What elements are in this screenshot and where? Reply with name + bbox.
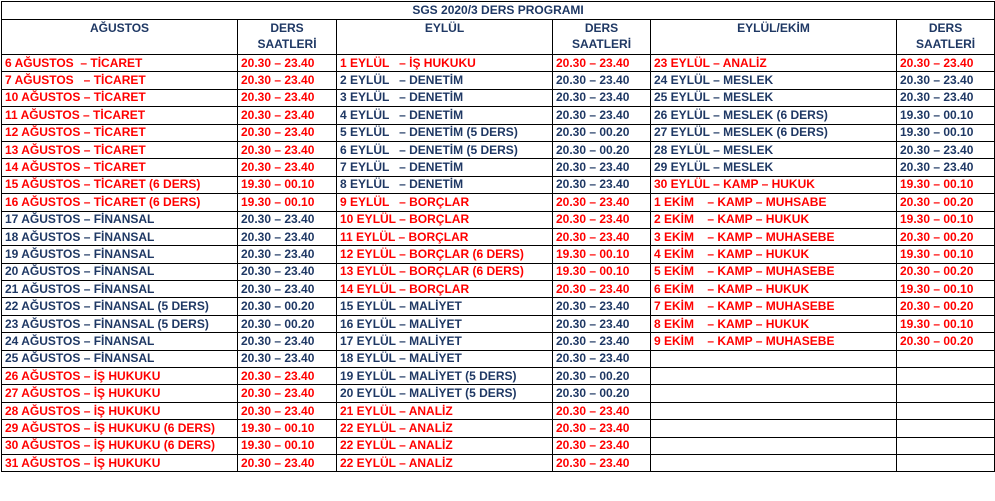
september-hours-cell: 19.30 – 00.10 <box>553 263 651 280</box>
sep-oct-lesson-cell: 23 EYLÜL – ANALİZ <box>651 55 897 72</box>
august-hours-cell: 20.30 – 00.20 <box>238 315 337 332</box>
september-lesson-cell: 12 EYLÜL – BORÇLAR (6 DERS) <box>337 246 553 263</box>
sep-oct-hours-cell: 20.30 – 00.20 <box>897 228 995 245</box>
sep-oct-lesson-cell: 1 EKİM – KAMP – MUHSABE <box>651 194 897 211</box>
august-lesson-cell: 10 AĞUSTOS – TİCARET <box>2 89 238 106</box>
sep-oct-hours-cell: 20.30 – 23.40 <box>897 55 995 72</box>
sep-oct-hours-cell <box>897 437 995 454</box>
august-lesson-cell: 15 AĞUSTOS – TİCARET (6 DERS) <box>2 176 238 193</box>
september-hours-cell: 20.30 – 00.20 <box>553 368 651 385</box>
august-hours-cell: 20.30 – 23.40 <box>238 55 337 72</box>
august-hours-cell: 20.30 – 23.40 <box>238 89 337 106</box>
september-lesson-cell: 20 EYLÜL – MALİYET (5 DERS) <box>337 385 553 402</box>
september-hours-cell: 20.30 – 00.20 <box>553 124 651 141</box>
august-hours-cell: 20.30 – 23.40 <box>238 159 337 176</box>
sep-oct-lesson-cell <box>651 437 897 454</box>
sep-oct-lesson-cell <box>651 420 897 437</box>
sep-oct-hours-cell: 20.30 – 23.40 <box>897 72 995 89</box>
sep-oct-hours-cell: 20.30 – 00.20 <box>897 298 995 315</box>
sep-oct-hours-cell <box>897 454 995 471</box>
sep-oct-lesson-cell: 26 EYLÜL – MESLEK (6 DERS) <box>651 107 897 124</box>
september-lesson-cell: 6 EYLÜL – DENETİM (5 DERS) <box>337 141 553 158</box>
september-lesson-cell: 5 EYLÜL – DENETİM (5 DERS) <box>337 124 553 141</box>
august-hours-cell: 19.30 – 00.10 <box>238 420 337 437</box>
table-row <box>2 194 995 211</box>
sep-oct-hours-cell: 20.30 – 23.40 <box>897 89 995 106</box>
september-hours-cell: 20.30 – 23.40 <box>553 281 651 298</box>
sep-oct-lesson-cell: 27 EYLÜL – MESLEK (6 DERS) <box>651 124 897 141</box>
sep-oct-lesson-cell <box>651 454 897 471</box>
september-lesson-cell: 2 EYLÜL – DENETİM <box>337 72 553 89</box>
september-lesson-cell: 10 EYLÜL – BORÇLAR <box>337 211 553 228</box>
sep-oct-lesson-cell: 8 EKİM – KAMP – HUKUK <box>651 315 897 332</box>
table-row <box>2 228 995 245</box>
table-row <box>2 420 995 437</box>
september-hours-cell: 20.30 – 23.40 <box>553 350 651 367</box>
august-lesson-cell: 19 AĞUSTOS – FİNANSAL <box>2 246 238 263</box>
september-lesson-cell: 1 EYLÜL – İŞ HUKUKU <box>337 55 553 72</box>
september-lesson-cell: 16 EYLÜL – MALİYET <box>337 315 553 332</box>
august-lesson-cell: 31 AĞUSTOS – İŞ HUKUKU <box>2 454 238 471</box>
august-lesson-cell: 18 AĞUSTOS – FİNANSAL <box>2 228 238 245</box>
table-row <box>2 159 995 176</box>
august-lesson-cell: 25 AĞUSTOS – FİNANSAL <box>2 350 238 367</box>
sep-oct-hours-cell: 19.30 – 00.10 <box>897 211 995 228</box>
sep-oct-hours-cell: 20.30 – 00.20 <box>897 194 995 211</box>
sep-oct-lesson-cell: 25 EYLÜL – MESLEK <box>651 89 897 106</box>
header-september-october: EYLÜL/EKİM <box>651 20 897 55</box>
september-hours-cell: 20.30 – 23.40 <box>553 211 651 228</box>
header-hours-2: DERS SAATLERİ <box>553 20 651 55</box>
september-hours-cell: 20.30 – 23.40 <box>553 333 651 350</box>
september-hours-cell: 20.30 – 23.40 <box>553 228 651 245</box>
august-hours-cell: 19.30 – 00.10 <box>238 437 337 454</box>
september-hours-cell: 20.30 – 23.40 <box>553 72 651 89</box>
table-row <box>2 107 995 124</box>
table-row <box>2 454 995 471</box>
september-hours-cell: 20.30 – 23.40 <box>553 298 651 315</box>
august-hours-cell: 20.30 – 23.40 <box>238 107 337 124</box>
september-hours-cell: 20.30 – 23.40 <box>553 107 651 124</box>
august-hours-cell: 20.30 – 23.40 <box>238 454 337 471</box>
august-hours-cell: 20.30 – 00.20 <box>238 298 337 315</box>
september-hours-cell: 19.30 – 00.10 <box>553 246 651 263</box>
august-lesson-cell: 13 AĞUSTOS – TİCARET <box>2 141 238 158</box>
august-lesson-cell: 20 AĞUSTOS – FİNANSAL <box>2 263 238 280</box>
september-hours-cell: 20.30 – 23.40 <box>553 194 651 211</box>
sep-oct-hours-cell <box>897 385 995 402</box>
sep-oct-lesson-cell: 4 EKİM – KAMP – HUKUK <box>651 246 897 263</box>
september-hours-cell: 20.30 – 23.40 <box>553 315 651 332</box>
august-lesson-cell: 7 AĞUSTOS – TİCARET <box>2 72 238 89</box>
sep-oct-lesson-cell: 5 EKİM – KAMP – MUHASEBE <box>651 263 897 280</box>
august-hours-cell: 20.30 – 23.40 <box>238 211 337 228</box>
sep-oct-hours-cell: 19.30 – 00.10 <box>897 124 995 141</box>
sep-oct-lesson-cell: 28 EYLÜL – MESLEK <box>651 141 897 158</box>
august-lesson-cell: 11 AĞUSTOS – TİCARET <box>2 107 238 124</box>
table-row <box>2 315 995 332</box>
header-august: AĞUSTOS <box>2 20 238 55</box>
sep-oct-lesson-cell: 9 EKİM – KAMP – MUHASEBE <box>651 333 897 350</box>
august-lesson-cell: 26 AĞUSTOS – İŞ HUKUKU <box>2 368 238 385</box>
september-hours-cell: 20.30 – 23.40 <box>553 454 651 471</box>
table-row <box>2 124 995 141</box>
sep-oct-lesson-cell: 30 EYLÜL – KAMP – HUKUK <box>651 176 897 193</box>
september-lesson-cell: 15 EYLÜL – MALİYET <box>337 298 553 315</box>
table-row <box>2 402 995 419</box>
september-hours-cell: 20.30 – 23.40 <box>553 402 651 419</box>
table-row <box>2 298 995 315</box>
september-hours-cell: 20.30 – 23.40 <box>553 89 651 106</box>
sep-oct-lesson-cell: 24 EYLÜL – MESLEK <box>651 72 897 89</box>
august-lesson-cell: 16 AĞUSTOS – TİCARET (6 DERS) <box>2 194 238 211</box>
august-hours-cell: 19.30 – 00.10 <box>238 176 337 193</box>
table-row <box>2 263 995 280</box>
table-row <box>2 176 995 193</box>
september-hours-cell: 20.30 – 00.20 <box>553 141 651 158</box>
august-lesson-cell: 29 AĞUSTOS – İŞ HUKUKU (6 DERS) <box>2 420 238 437</box>
august-lesson-cell: 14 AĞUSTOS – TİCARET <box>2 159 238 176</box>
august-lesson-cell: 27 AĞUSTOS – İŞ HUKUKU <box>2 385 238 402</box>
sep-oct-lesson-cell <box>651 385 897 402</box>
sep-oct-lesson-cell <box>651 368 897 385</box>
august-hours-cell: 20.30 – 23.40 <box>238 281 337 298</box>
table-row <box>2 437 995 454</box>
table-row <box>2 55 995 72</box>
table-row <box>2 141 995 158</box>
sep-oct-hours-cell: 19.30 – 00.10 <box>897 176 995 193</box>
august-hours-cell: 20.30 – 23.40 <box>238 333 337 350</box>
sep-oct-lesson-cell <box>651 402 897 419</box>
august-hours-cell: 20.30 – 23.40 <box>238 385 337 402</box>
schedule-title: SGS 2020/3 DERS PROGRAMI <box>2 2 995 20</box>
sep-oct-hours-cell: 20.30 – 23.40 <box>897 159 995 176</box>
august-hours-cell: 20.30 – 23.40 <box>238 228 337 245</box>
september-hours-cell: 20.30 – 23.40 <box>553 437 651 454</box>
august-lesson-cell: 30 AĞUSTOS – İŞ HUKUKU (6 DERS) <box>2 437 238 454</box>
september-hours-cell: 20.30 – 23.40 <box>553 55 651 72</box>
september-hours-cell: 20.30 – 23.40 <box>553 176 651 193</box>
sep-oct-hours-cell: 19.30 – 00.10 <box>897 315 995 332</box>
sep-oct-lesson-cell: 29 EYLÜL – MESLEK <box>651 159 897 176</box>
august-lesson-cell: 24 AĞUSTOS – FİNANSAL <box>2 333 238 350</box>
schedule-body <box>2 55 995 472</box>
september-hours-cell: 20.30 – 23.40 <box>553 420 651 437</box>
august-hours-cell: 20.30 – 23.40 <box>238 124 337 141</box>
september-lesson-cell: 4 EYLÜL – DENETİM <box>337 107 553 124</box>
table-row <box>2 89 995 106</box>
august-lesson-cell: 6 AĞUSTOS – TİCARET <box>2 55 238 72</box>
sep-oct-hours-cell: 20.30 – 00.20 <box>897 333 995 350</box>
sep-oct-hours-cell <box>897 420 995 437</box>
table-row <box>2 385 995 402</box>
table-row <box>2 246 995 263</box>
sep-oct-hours-cell: 19.30 – 00.10 <box>897 107 995 124</box>
september-hours-cell: 20.30 – 23.40 <box>553 159 651 176</box>
table-row <box>2 211 995 228</box>
sep-oct-lesson-cell <box>651 350 897 367</box>
august-hours-cell: 20.30 – 23.40 <box>238 263 337 280</box>
september-lesson-cell: 13 EYLÜL – BORÇLAR (6 DERS) <box>337 263 553 280</box>
sep-oct-lesson-cell: 3 EKİM – KAMP – MUHASEBE <box>651 228 897 245</box>
header-row <box>2 20 995 55</box>
sep-oct-hours-cell: 20.30 – 00.20 <box>897 263 995 280</box>
august-hours-cell: 20.30 – 23.40 <box>238 402 337 419</box>
august-lesson-cell: 21 AĞUSTOS – FİNANSAL <box>2 281 238 298</box>
schedule-table <box>1 1 995 472</box>
september-lesson-cell: 7 EYLÜL – DENETİM <box>337 159 553 176</box>
table-row <box>2 368 995 385</box>
august-hours-cell: 20.30 – 23.40 <box>238 72 337 89</box>
sep-oct-hours-cell <box>897 350 995 367</box>
sep-oct-hours-cell: 20.30 – 23.40 <box>897 141 995 158</box>
august-lesson-cell: 23 AĞUSTOS – FİNANSAL (5 DERS) <box>2 315 238 332</box>
august-hours-cell: 20.30 – 23.40 <box>238 368 337 385</box>
september-lesson-cell: 19 EYLÜL – MALİYET (5 DERS) <box>337 368 553 385</box>
sep-oct-lesson-cell: 2 EKİM – KAMP – HUKUK <box>651 211 897 228</box>
august-lesson-cell: 28 AĞUSTOS – İŞ HUKUKU <box>2 402 238 419</box>
september-lesson-cell: 22 EYLÜL – ANALİZ <box>337 454 553 471</box>
september-hours-cell: 20.30 – 00.20 <box>553 385 651 402</box>
sep-oct-hours-cell: 19.30 – 00.10 <box>897 281 995 298</box>
header-september: EYLÜL <box>337 20 553 55</box>
august-hours-cell: 20.30 – 23.40 <box>238 141 337 158</box>
september-lesson-cell: 11 EYLÜL – BORÇLAR <box>337 228 553 245</box>
september-lesson-cell: 21 EYLÜL – ANALİZ <box>337 402 553 419</box>
table-row <box>2 333 995 350</box>
table-row <box>2 281 995 298</box>
august-lesson-cell: 22 AĞUSTOS – FİNANSAL (5 DERS) <box>2 298 238 315</box>
august-lesson-cell: 12 AĞUSTOS – TİCARET <box>2 124 238 141</box>
header-hours-1: DERS SAATLERİ <box>238 20 337 55</box>
title-row <box>2 2 995 20</box>
september-lesson-cell: 14 EYLÜL – BORÇLAR <box>337 281 553 298</box>
september-lesson-cell: 18 EYLÜL – MALİYET <box>337 350 553 367</box>
sep-oct-hours-cell: 19.30 – 00.10 <box>897 246 995 263</box>
september-lesson-cell: 3 EYLÜL – DENETİM <box>337 89 553 106</box>
september-lesson-cell: 8 EYLÜL – DENETİM <box>337 176 553 193</box>
sep-oct-hours-cell <box>897 368 995 385</box>
august-hours-cell: 20.30 – 23.40 <box>238 246 337 263</box>
table-row <box>2 350 995 367</box>
august-hours-cell: 20.30 – 23.40 <box>238 350 337 367</box>
table-row <box>2 72 995 89</box>
august-hours-cell: 19.30 – 00.10 <box>238 194 337 211</box>
sep-oct-lesson-cell: 7 EKİM – KAMP – MUHASEBE <box>651 298 897 315</box>
september-lesson-cell: 22 EYLÜL – ANALİZ <box>337 437 553 454</box>
september-lesson-cell: 22 EYLÜL – ANALİZ <box>337 420 553 437</box>
august-lesson-cell: 17 AĞUSTOS – FİNANSAL <box>2 211 238 228</box>
sep-oct-hours-cell <box>897 402 995 419</box>
september-lesson-cell: 9 EYLÜL – BORÇLAR <box>337 194 553 211</box>
sep-oct-lesson-cell: 6 EKİM – KAMP – HUKUK <box>651 281 897 298</box>
september-lesson-cell: 17 EYLÜL – MALİYET <box>337 333 553 350</box>
header-hours-3: DERS SAATLERİ <box>897 20 995 55</box>
